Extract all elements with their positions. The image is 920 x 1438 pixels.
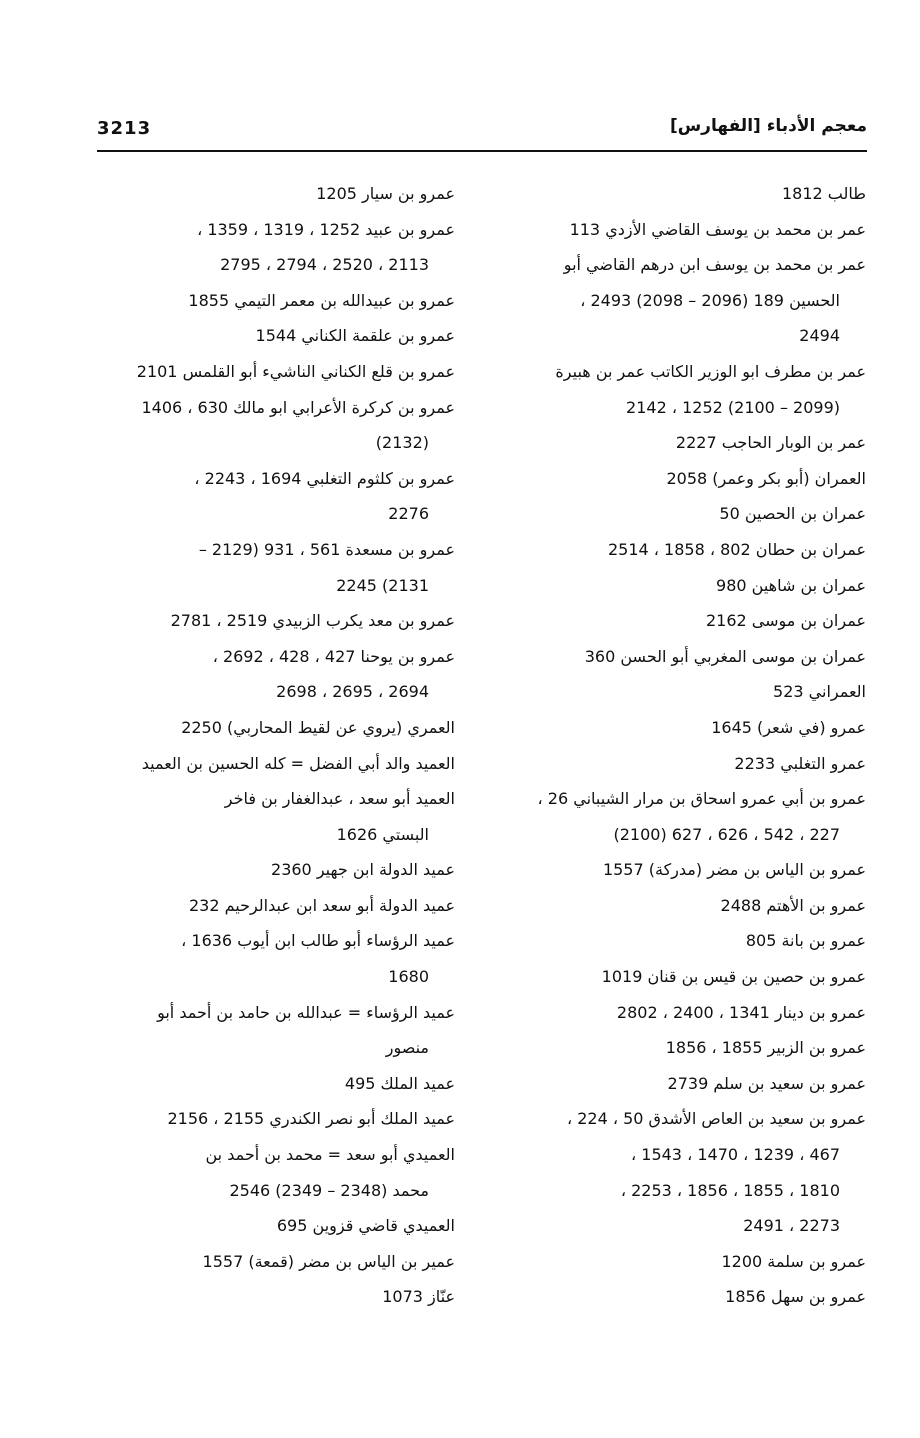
index-entry [500, 176, 866, 212]
entry-continuation-line: الحسين 189 (2096 – 2098) 2493 ، [580, 290, 840, 310]
entry-continuation-line: 1810 ، 1855 ، 1856 ، 2253 ، [620, 1180, 840, 1200]
index-entry [95, 318, 455, 354]
entry-line: عمرو بن قلع الكناني الناشيء أبو القلمس 2101 [136, 361, 455, 381]
index-entry [500, 888, 866, 924]
index-entry [500, 247, 866, 354]
entry-line: عمران بن الحصين 50 [719, 504, 866, 524]
index-entry [500, 959, 866, 995]
entry-line: عمران بن موسى المغربي أبو الحسن 360 [584, 646, 866, 666]
index-entry [95, 212, 455, 283]
entry-continuation-line: (2099 – 2100) 1252 ، 2142 [626, 397, 840, 417]
index-entry [500, 852, 866, 888]
index-entry [95, 852, 455, 888]
entry-line: عمرو بن سعيد بن العاص الأشدق 50 ، 224 ، [566, 1109, 866, 1129]
index-entry [95, 639, 455, 710]
entry-continuation-line: البستي 1626 [336, 824, 429, 844]
entry-line: عميد الرؤساء = عبدالله بن حامد بن أحمد أبو [157, 1002, 455, 1022]
entry-line: عمرو بن سيار 1205 [316, 184, 455, 203]
index-entry [500, 354, 866, 425]
index-entry [500, 461, 866, 497]
index-column-right [500, 176, 866, 1315]
entry-continuation-line: 227 ، 542 ، 626 ، 627 (2100) [613, 824, 840, 844]
page-header [97, 116, 867, 146]
entry-line: العميدي قاضي قزوين 695 [276, 1216, 455, 1236]
index-entry [500, 532, 866, 568]
entry-line: العميدي أبو سعد = محمد بن أحمد بن [205, 1145, 455, 1165]
entry-continuation-line: 2273 ، 2491 [743, 1216, 840, 1236]
entry-line: عمرو بن معد يكرب الزبيدي 2519 ، 2781 [170, 611, 455, 631]
entry-line: عمرو (في شعر) 1645 [711, 717, 866, 737]
index-column-left [95, 176, 455, 1315]
index-entry [95, 283, 455, 319]
index-entry [95, 995, 455, 1066]
running-title: معجم الأدباء [الفهارس] [669, 116, 867, 136]
entry-continuation-line: 467 ، 1239 ، 1470 ، 1543 ، [631, 1145, 840, 1165]
entry-line: عميد الدولة أبو سعد ابن عبدالرحيم 232 [188, 895, 455, 915]
index-entry [500, 923, 866, 959]
index-entry [500, 496, 866, 532]
entry-line: عمر بن الوبار الحاجب 2227 [675, 433, 866, 453]
entry-line: العمراني 523 [773, 682, 866, 702]
index-entry [500, 425, 866, 461]
index-entry [95, 354, 455, 390]
entry-line: عمر بن محمد بن يوسف ابن درهم القاضي أبو [563, 255, 866, 275]
entry-line: عميد الملك أبو نصر الكندري 2155 ، 2156 [167, 1109, 455, 1129]
index-entry [500, 710, 866, 746]
index-entry [95, 390, 455, 461]
index-entry [95, 781, 455, 852]
index-entry [95, 603, 455, 639]
entry-line: عمرو بن يوحنا 427 ، 428 ، 2692 ، [212, 646, 455, 666]
entry-line: العمري (يروي عن لقيط المحاربي) 2250 [181, 717, 455, 737]
entry-line: عمران بن شاهين 980 [716, 575, 866, 595]
header-rule [97, 150, 867, 152]
entry-line: عمرو بن علقمة الكناني 1544 [255, 326, 455, 346]
entry-line: عمرو بن مسعدة 561 ، 931 (2129 – [198, 539, 455, 559]
entry-line: عميد الدولة ابن جهير 2360 [271, 860, 455, 880]
entry-line: عمرو بن بانة 805 [745, 931, 866, 951]
index-entry [95, 532, 455, 603]
index-entry [95, 923, 455, 994]
index-entry [500, 639, 866, 675]
entry-line: عمرو بن كركرة الأعرابي ابو مالك 630 ، 1406 [141, 397, 455, 417]
entry-continuation-line: 1680 [388, 967, 429, 987]
entry-continuation-line: 2494 [799, 326, 840, 346]
entry-continuation-line: 2113 ، 2520 ، 2794 ، 2795 [220, 255, 429, 275]
entry-line: عمرو بن عبيد 1252 ، 1319 ، 1359 ، [197, 219, 455, 239]
index-entry [95, 1244, 455, 1280]
entry-line: عميد الملك 495 [344, 1073, 455, 1093]
index-entry [500, 1279, 866, 1315]
entry-line: العميد أبو سعد ، عبدالغفار بن فاخر [224, 789, 455, 809]
entry-line: عمرو بن كلثوم التغلبي 1694 ، 2243 ، [194, 468, 455, 488]
entry-line: العمران (أبو بكر وعمر) 2058 [666, 468, 866, 488]
index-entry [95, 746, 455, 782]
entry-continuation-line: محمد (2348 – 2349) 2546 [229, 1180, 429, 1200]
entry-line: عميد الرؤساء أبو طالب ابن أيوب 1636 ، [181, 931, 455, 951]
index-entry [500, 781, 866, 852]
entry-line: عمرو بن سلمة 1200 [721, 1251, 866, 1271]
index-entry [500, 568, 866, 604]
index-entry [500, 1030, 866, 1066]
index-entry [95, 1101, 455, 1137]
index-entry [500, 674, 866, 710]
entry-line: عمرو بن دينار 1341 ، 2400 ، 2802 [616, 1002, 866, 1022]
entry-line: عمرو بن عبيدالله بن معمر التيمي 1855 [188, 290, 455, 310]
entry-continuation-line: (2132) [375, 433, 429, 453]
entry-line: عمران بن حطان 802 ، 1858 ، 2514 [607, 539, 866, 559]
entry-continuation-line: 2131) 2245 [336, 575, 429, 595]
entry-line: عمرو بن الزبير 1855 ، 1856 [665, 1038, 866, 1058]
page-number: 3213 [97, 118, 152, 139]
entry-line: عنّاز 1073 [382, 1287, 455, 1307]
index-entry [500, 746, 866, 782]
index-entry [500, 1244, 866, 1280]
entry-line: عمرو بن أبي عمرو اسحاق بن مرار الشيباني 26 ، [537, 789, 866, 809]
index-entry [95, 176, 455, 212]
index-entry [95, 710, 455, 746]
index-entry [95, 1137, 455, 1208]
entry-line: عمرو بن سهل 1856 [725, 1287, 866, 1307]
index-entry [95, 1208, 455, 1244]
index-entry [500, 1066, 866, 1102]
entry-continuation-line: منصور [385, 1038, 429, 1058]
entry-line: عمير بن الياس بن مضر (قمعة) 1557 [202, 1251, 455, 1271]
entry-line: عمرو بن حصين بن قيس بن قنان 1019 [601, 967, 866, 987]
index-entry [500, 995, 866, 1031]
entry-line: عمر بن مطرف ابو الوزير الكاتب عمر بن هبيرة [555, 361, 866, 381]
entry-line: عمر بن محمد بن يوسف القاضي الأزدي 113 [569, 219, 866, 239]
entry-continuation-line: 2276 [388, 504, 429, 524]
index-entry [500, 212, 866, 248]
index-entry [500, 1101, 866, 1243]
entry-line: عمرو بن سعيد بن سلم 2739 [667, 1073, 866, 1093]
index-entry [95, 1066, 455, 1102]
index-entry [500, 603, 866, 639]
index-entry [95, 461, 455, 532]
entry-line: طالب 1812 [782, 184, 866, 203]
entry-line: عمران بن موسى 2162 [705, 611, 866, 631]
entry-line: عمرو بن الأهتم 2488 [720, 895, 866, 915]
entry-line: العميد والد أبي الفضل = كله الحسين بن العميد [141, 753, 455, 773]
index-entry [95, 888, 455, 924]
index-entry [95, 1279, 455, 1315]
entry-line: عمرو بن الياس بن مضر (مدركة) 1557 [602, 860, 866, 880]
entry-continuation-line: 2694 ، 2695 ، 2698 [276, 682, 429, 702]
entry-line: عمرو التغلبي 2233 [734, 753, 866, 773]
